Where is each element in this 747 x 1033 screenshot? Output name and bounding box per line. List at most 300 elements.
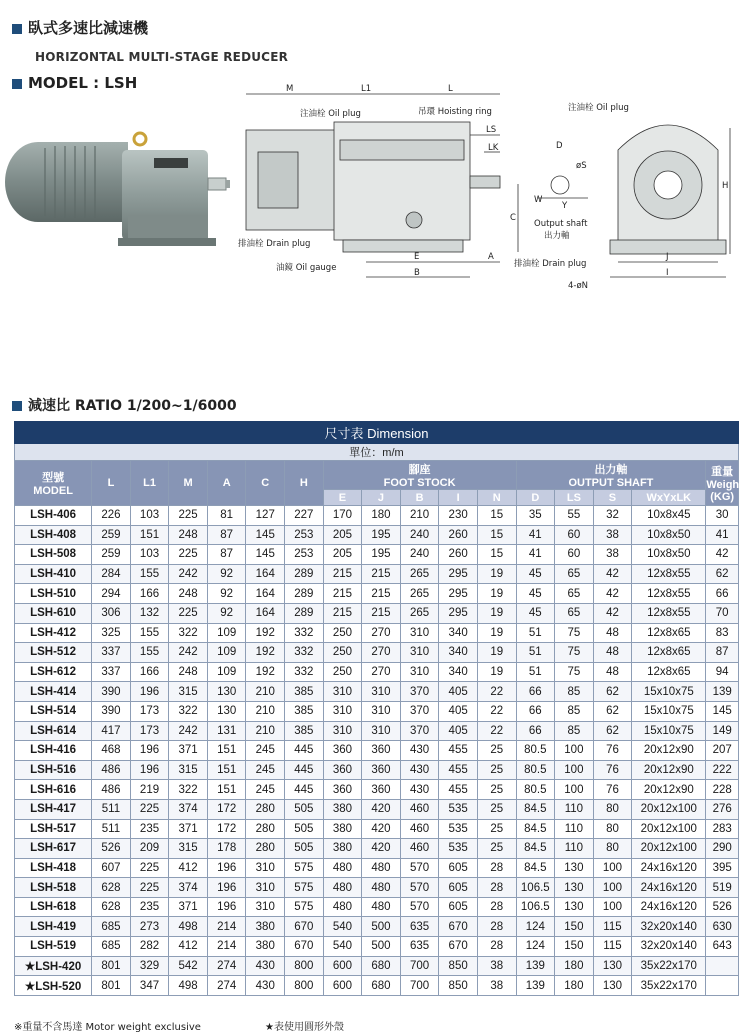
table-row bbox=[15, 937, 739, 957]
table-cell: 130 bbox=[555, 858, 594, 878]
dim-label-s: øS bbox=[576, 161, 587, 171]
table-cell: 139 bbox=[706, 682, 739, 702]
col-e: E bbox=[323, 490, 362, 506]
header-text: 出力軸 bbox=[594, 464, 628, 476]
table-cell: 15 bbox=[477, 545, 516, 565]
table-cell: 801 bbox=[92, 956, 131, 976]
model-cell: LSH-519 bbox=[15, 937, 92, 957]
table-cell: 80 bbox=[593, 799, 632, 819]
drain-plug-right-label: 排油栓 Drain plug bbox=[514, 259, 587, 269]
table-cell: 76 bbox=[593, 760, 632, 780]
table-cell: 265 bbox=[400, 564, 439, 584]
table-cell: 151 bbox=[207, 780, 246, 800]
table-cell: 274 bbox=[207, 976, 246, 996]
table-cell: 420 bbox=[362, 819, 401, 839]
table-cell: 76 bbox=[593, 741, 632, 761]
table-cell: 127 bbox=[246, 506, 285, 526]
table-cell: 486 bbox=[92, 780, 131, 800]
table-cell: 670 bbox=[439, 917, 478, 937]
table-cell: 155 bbox=[130, 623, 169, 643]
table-cell: 192 bbox=[246, 643, 285, 663]
table-cell: 75 bbox=[555, 662, 594, 682]
table-cell: 500 bbox=[362, 917, 401, 937]
table-cell: 215 bbox=[362, 564, 401, 584]
table-cell: 685 bbox=[92, 937, 131, 957]
table-cell: 273 bbox=[130, 917, 169, 937]
dim-label-y: Y bbox=[562, 201, 568, 211]
model-cell: LSH-419 bbox=[15, 917, 92, 937]
table-cell: 84.5 bbox=[516, 819, 555, 839]
table-cell: 83 bbox=[706, 623, 739, 643]
table-cell: 65 bbox=[555, 603, 594, 623]
table-cell: 390 bbox=[92, 682, 131, 702]
table-cell: 575 bbox=[285, 897, 324, 917]
table-cell: 270 bbox=[362, 623, 401, 643]
model-cell: LSH-618 bbox=[15, 897, 92, 917]
table-cell: 84.5 bbox=[516, 799, 555, 819]
table-cell: 85 bbox=[555, 701, 594, 721]
table-cell: 35x22x170 bbox=[632, 976, 706, 996]
table-cell: 55 bbox=[555, 506, 594, 526]
table-row bbox=[15, 760, 739, 780]
table-cell: 605 bbox=[439, 858, 478, 878]
table-cell: 417 bbox=[92, 721, 131, 741]
table-cell: 80 bbox=[593, 819, 632, 839]
table-cell: 685 bbox=[92, 917, 131, 937]
table-cell: 42 bbox=[593, 603, 632, 623]
table-cell: 498 bbox=[169, 917, 208, 937]
table-cell: 205 bbox=[323, 545, 362, 565]
table-cell: 25 bbox=[477, 799, 516, 819]
table-cell: 486 bbox=[92, 760, 131, 780]
table-cell: 607 bbox=[92, 858, 131, 878]
table-cell: 196 bbox=[207, 897, 246, 917]
table-cell: 19 bbox=[477, 564, 516, 584]
table-row bbox=[15, 545, 739, 565]
table-cell: 10x8x50 bbox=[632, 525, 706, 545]
table-cell: 455 bbox=[439, 760, 478, 780]
col-model bbox=[15, 461, 92, 506]
table-cell: 310 bbox=[400, 662, 439, 682]
table-cell: 340 bbox=[439, 643, 478, 663]
table-cell: 420 bbox=[362, 799, 401, 819]
table-cell: 45 bbox=[516, 564, 555, 584]
table-cell: 700 bbox=[400, 956, 439, 976]
table-cell: 15 bbox=[477, 506, 516, 526]
table-cell: 84.5 bbox=[516, 858, 555, 878]
table-cell: 85 bbox=[555, 682, 594, 702]
table-cell: 173 bbox=[130, 701, 169, 721]
table-cell: 196 bbox=[207, 878, 246, 898]
table-cell: 322 bbox=[169, 780, 208, 800]
table-cell: 149 bbox=[706, 721, 739, 741]
table-cell: 248 bbox=[169, 525, 208, 545]
table-cell: 460 bbox=[400, 799, 439, 819]
table-cell: 480 bbox=[323, 878, 362, 898]
table-cell: 250 bbox=[323, 623, 362, 643]
table-cell: 380 bbox=[246, 917, 285, 937]
table-cell: 170 bbox=[323, 506, 362, 526]
table-cell: 800 bbox=[285, 976, 324, 996]
table-cell: 106.5 bbox=[516, 897, 555, 917]
note-round-housing: ★表使用圓形外殼 bbox=[265, 1022, 344, 1033]
table-cell: 280 bbox=[246, 819, 285, 839]
header-text: FOOT STOCK bbox=[383, 477, 456, 489]
col-h: H bbox=[285, 461, 324, 506]
page-title-en: HORIZONTAL MULTI-STAGE REDUCER bbox=[35, 50, 289, 64]
header-text: 型號 bbox=[42, 472, 65, 484]
table-cell: 310 bbox=[246, 858, 285, 878]
table-cell bbox=[706, 976, 739, 996]
table-cell: 28 bbox=[477, 858, 516, 878]
table-cell: 295 bbox=[439, 584, 478, 604]
table-cell: 420 bbox=[362, 839, 401, 859]
table-cell: 92 bbox=[207, 584, 246, 604]
table-cell: 670 bbox=[285, 917, 324, 937]
model-cell: LSH-510 bbox=[15, 584, 92, 604]
table-cell: 270 bbox=[362, 643, 401, 663]
col-ls: LS bbox=[555, 490, 594, 506]
col-m: M bbox=[169, 461, 208, 506]
table-cell: 240 bbox=[400, 545, 439, 565]
table-cell: 180 bbox=[555, 956, 594, 976]
table-cell: 526 bbox=[92, 839, 131, 859]
table-cell: 110 bbox=[555, 819, 594, 839]
table-cell: 166 bbox=[130, 584, 169, 604]
table-cell: 196 bbox=[207, 858, 246, 878]
table-cell: 196 bbox=[130, 760, 169, 780]
table-cell: 575 bbox=[285, 878, 324, 898]
table-cell: 12x8x65 bbox=[632, 623, 706, 643]
table-cell: 19 bbox=[477, 662, 516, 682]
table-cell: 22 bbox=[477, 721, 516, 741]
table-cell: 32 bbox=[593, 506, 632, 526]
table-cell: 209 bbox=[130, 839, 169, 859]
table-row bbox=[15, 878, 739, 898]
table-cell: 360 bbox=[323, 780, 362, 800]
table-cell: 380 bbox=[323, 839, 362, 859]
header-text: MODEL bbox=[33, 485, 73, 497]
table-cell: 172 bbox=[207, 799, 246, 819]
table-cell: 253 bbox=[285, 545, 324, 565]
col-s: S bbox=[593, 490, 632, 506]
model-cell: LSH-614 bbox=[15, 721, 92, 741]
table-cell: 289 bbox=[285, 564, 324, 584]
table-cell: 10x8x45 bbox=[632, 506, 706, 526]
table-cell: 235 bbox=[130, 819, 169, 839]
table-cell: 87 bbox=[706, 643, 739, 663]
model-cell: LSH-617 bbox=[15, 839, 92, 859]
dim-label-ls: LS bbox=[486, 125, 497, 135]
table-cell: 265 bbox=[400, 603, 439, 623]
table-cell: 332 bbox=[285, 623, 324, 643]
table-cell: 306 bbox=[92, 603, 131, 623]
table-cell: 85 bbox=[555, 721, 594, 741]
table-cell: 25 bbox=[477, 839, 516, 859]
table-cell: 19 bbox=[477, 643, 516, 663]
table-cell: 65 bbox=[555, 584, 594, 604]
table-cell: 130 bbox=[555, 878, 594, 898]
table-cell: 100 bbox=[593, 878, 632, 898]
table-cell: 196 bbox=[130, 682, 169, 702]
table-cell: 210 bbox=[246, 721, 285, 741]
table-cell: 295 bbox=[439, 603, 478, 623]
table-row bbox=[15, 682, 739, 702]
table-row bbox=[15, 506, 739, 526]
table-cell: 48 bbox=[593, 662, 632, 682]
table-cell: 150 bbox=[555, 917, 594, 937]
table-cell: 374 bbox=[169, 799, 208, 819]
table-cell: 605 bbox=[439, 897, 478, 917]
table-cell: 192 bbox=[246, 623, 285, 643]
table-cell: 310 bbox=[400, 643, 439, 663]
table-cell: 511 bbox=[92, 799, 131, 819]
table-cell: 511 bbox=[92, 819, 131, 839]
table-cell: 20x12x100 bbox=[632, 799, 706, 819]
table-cell: 51 bbox=[516, 662, 555, 682]
table-cell: 70 bbox=[706, 603, 739, 623]
col-wyl: WxYxLK bbox=[632, 490, 706, 506]
table-cell: 670 bbox=[285, 937, 324, 957]
table-cell: 310 bbox=[362, 701, 401, 721]
table-row bbox=[15, 976, 739, 996]
table-cell: 340 bbox=[439, 623, 478, 643]
table-cell: 41 bbox=[706, 525, 739, 545]
product-photo bbox=[0, 120, 232, 260]
table-cell: 48 bbox=[593, 643, 632, 663]
table-cell: 242 bbox=[169, 721, 208, 741]
model-cell: LSH-514 bbox=[15, 701, 92, 721]
table-cell: 322 bbox=[169, 701, 208, 721]
table-cell: 242 bbox=[169, 643, 208, 663]
table-cell: 25 bbox=[477, 819, 516, 839]
table-cell: 20x12x100 bbox=[632, 819, 706, 839]
table-row bbox=[15, 780, 739, 800]
table-cell: 100 bbox=[555, 741, 594, 761]
table-cell: 250 bbox=[323, 662, 362, 682]
table-cell: 15 bbox=[477, 525, 516, 545]
table-row bbox=[15, 662, 739, 682]
table-cell: 12x8x65 bbox=[632, 662, 706, 682]
table-cell: 130 bbox=[207, 682, 246, 702]
table-cell: 178 bbox=[207, 839, 246, 859]
table-cell: 310 bbox=[323, 701, 362, 721]
table-cell: 42 bbox=[593, 564, 632, 584]
table-cell: 468 bbox=[92, 741, 131, 761]
table-cell: 80.5 bbox=[516, 760, 555, 780]
table-cell: 480 bbox=[362, 858, 401, 878]
dim-label-i: I bbox=[666, 268, 669, 278]
table-cell: 219 bbox=[130, 780, 169, 800]
table-cell: 284 bbox=[92, 564, 131, 584]
table-cell: 290 bbox=[706, 839, 739, 859]
table-cell: 45 bbox=[516, 584, 555, 604]
table-cell: 519 bbox=[706, 878, 739, 898]
table-cell: 75 bbox=[555, 623, 594, 643]
table-cell: 12x8x55 bbox=[632, 603, 706, 623]
col-d: D bbox=[516, 490, 555, 506]
table-cell: 25 bbox=[477, 760, 516, 780]
table-cell: 42 bbox=[593, 584, 632, 604]
table-cell: 130 bbox=[593, 976, 632, 996]
oil-plug-right-label: 注油栓 Oil plug bbox=[568, 103, 629, 113]
oil-plug-label: 注油栓 Oil plug bbox=[300, 109, 361, 119]
table-cell: 75 bbox=[555, 643, 594, 663]
table-cell: 337 bbox=[92, 643, 131, 663]
table-cell: 172 bbox=[207, 819, 246, 839]
table-cell: 265 bbox=[400, 584, 439, 604]
table-unit: 單位：m/m bbox=[15, 444, 739, 461]
table-cell: 92 bbox=[207, 603, 246, 623]
table-cell: 570 bbox=[400, 858, 439, 878]
table-cell: 28 bbox=[477, 878, 516, 898]
table-cell: 124 bbox=[516, 937, 555, 957]
table-cell: 460 bbox=[400, 839, 439, 859]
table-cell: 109 bbox=[207, 662, 246, 682]
table-cell: 19 bbox=[477, 584, 516, 604]
table-cell: 94 bbox=[706, 662, 739, 682]
model-cell: LSH-414 bbox=[15, 682, 92, 702]
col-l1: L1 bbox=[130, 461, 169, 506]
table-cell: 76 bbox=[593, 780, 632, 800]
table-cell: 151 bbox=[130, 525, 169, 545]
table-cell: 294 bbox=[92, 584, 131, 604]
table-cell: 20x12x90 bbox=[632, 780, 706, 800]
table-cell: 151 bbox=[207, 741, 246, 761]
table-cell: 62 bbox=[706, 564, 739, 584]
table-cell: 100 bbox=[555, 780, 594, 800]
table-cell: 145 bbox=[246, 525, 285, 545]
table-cell: 66 bbox=[516, 701, 555, 721]
table-row bbox=[15, 643, 739, 663]
table-cell: 235 bbox=[130, 897, 169, 917]
table-cell: 62 bbox=[593, 682, 632, 702]
table-row bbox=[15, 858, 739, 878]
table-cell: 225 bbox=[130, 799, 169, 819]
table-cell: 145 bbox=[706, 701, 739, 721]
table-cell: 371 bbox=[169, 741, 208, 761]
table-cell: 215 bbox=[323, 584, 362, 604]
table-cell: 66 bbox=[516, 721, 555, 741]
table-cell: 84.5 bbox=[516, 839, 555, 859]
table-body bbox=[15, 506, 739, 996]
table-cell: 210 bbox=[246, 701, 285, 721]
model-cell: LSH-518 bbox=[15, 878, 92, 898]
col-c: C bbox=[246, 461, 285, 506]
model-cell: ★LSH-420 bbox=[15, 956, 92, 976]
bullet-square-icon bbox=[12, 401, 22, 411]
model-cell: LSH-610 bbox=[15, 603, 92, 623]
col-a: A bbox=[207, 461, 246, 506]
table-cell: 32x20x140 bbox=[632, 937, 706, 957]
table-cell: 22 bbox=[477, 701, 516, 721]
table-cell: 139 bbox=[516, 956, 555, 976]
table-cell: 370 bbox=[400, 721, 439, 741]
table-cell: 535 bbox=[439, 839, 478, 859]
table-cell: 480 bbox=[323, 897, 362, 917]
table-row bbox=[15, 897, 739, 917]
table-cell: 505 bbox=[285, 819, 324, 839]
table-cell: 310 bbox=[323, 721, 362, 741]
table-cell: 322 bbox=[169, 623, 208, 643]
table-cell: 259 bbox=[92, 525, 131, 545]
table-cell: 227 bbox=[285, 506, 324, 526]
table-cell: 315 bbox=[169, 682, 208, 702]
table-cell: 15x10x75 bbox=[632, 701, 706, 721]
table-cell: 150 bbox=[555, 937, 594, 957]
table-cell: 360 bbox=[362, 741, 401, 761]
table-cell: 800 bbox=[285, 956, 324, 976]
table-cell: 207 bbox=[706, 741, 739, 761]
table-cell: 35 bbox=[516, 506, 555, 526]
table-cell: 371 bbox=[169, 819, 208, 839]
header-text: (KG) bbox=[710, 491, 735, 503]
dim-label-c: C bbox=[510, 213, 516, 223]
table-cell: 500 bbox=[362, 937, 401, 957]
table-cell: 180 bbox=[362, 506, 401, 526]
model-cell: ★LSH-520 bbox=[15, 976, 92, 996]
table-cell: 380 bbox=[246, 937, 285, 957]
table-cell: 130 bbox=[207, 701, 246, 721]
table-cell: 250 bbox=[323, 643, 362, 663]
table-cell: 280 bbox=[246, 839, 285, 859]
table-cell: 801 bbox=[92, 976, 131, 996]
table-cell: 455 bbox=[439, 741, 478, 761]
table-cell: 635 bbox=[400, 917, 439, 937]
table-cell: 228 bbox=[706, 780, 739, 800]
table-cell: 380 bbox=[323, 799, 362, 819]
table-cell: 332 bbox=[285, 643, 324, 663]
table-cell: 535 bbox=[439, 799, 478, 819]
table-cell: 390 bbox=[92, 701, 131, 721]
table-cell: 371 bbox=[169, 897, 208, 917]
table-cell: 62 bbox=[593, 701, 632, 721]
col-b: B bbox=[400, 490, 439, 506]
col-i: I bbox=[439, 490, 478, 506]
table-cell: 109 bbox=[207, 623, 246, 643]
table-cell: 164 bbox=[246, 603, 285, 623]
table-cell: 332 bbox=[285, 662, 324, 682]
table-cell: 214 bbox=[207, 937, 246, 957]
table-cell: 405 bbox=[439, 721, 478, 741]
table-cell: 25 bbox=[477, 741, 516, 761]
table-cell: 540 bbox=[323, 937, 362, 957]
table-cell: 41 bbox=[516, 525, 555, 545]
col-j: J bbox=[362, 490, 401, 506]
dim-label-n: 4-øN bbox=[568, 281, 589, 291]
table-cell: 12x8x55 bbox=[632, 564, 706, 584]
table-cell: 192 bbox=[246, 662, 285, 682]
table-cell: 600 bbox=[323, 976, 362, 996]
table-cell: 455 bbox=[439, 780, 478, 800]
table-cell: 380 bbox=[323, 819, 362, 839]
table-cell: 337 bbox=[92, 662, 131, 682]
table-cell: 385 bbox=[285, 721, 324, 741]
table-cell: 628 bbox=[92, 897, 131, 917]
table-cell: 360 bbox=[362, 780, 401, 800]
table-cell: 38 bbox=[593, 525, 632, 545]
table-cell: 253 bbox=[285, 525, 324, 545]
table-cell: 110 bbox=[555, 799, 594, 819]
table-cell: 28 bbox=[477, 917, 516, 937]
table-cell: 310 bbox=[246, 878, 285, 898]
table-cell: 225 bbox=[130, 878, 169, 898]
table-cell: 385 bbox=[285, 701, 324, 721]
table-cell: 42 bbox=[706, 545, 739, 565]
table-cell: 245 bbox=[246, 780, 285, 800]
table-cell: 215 bbox=[362, 603, 401, 623]
header-text: OUTPUT SHAFT bbox=[568, 477, 654, 489]
